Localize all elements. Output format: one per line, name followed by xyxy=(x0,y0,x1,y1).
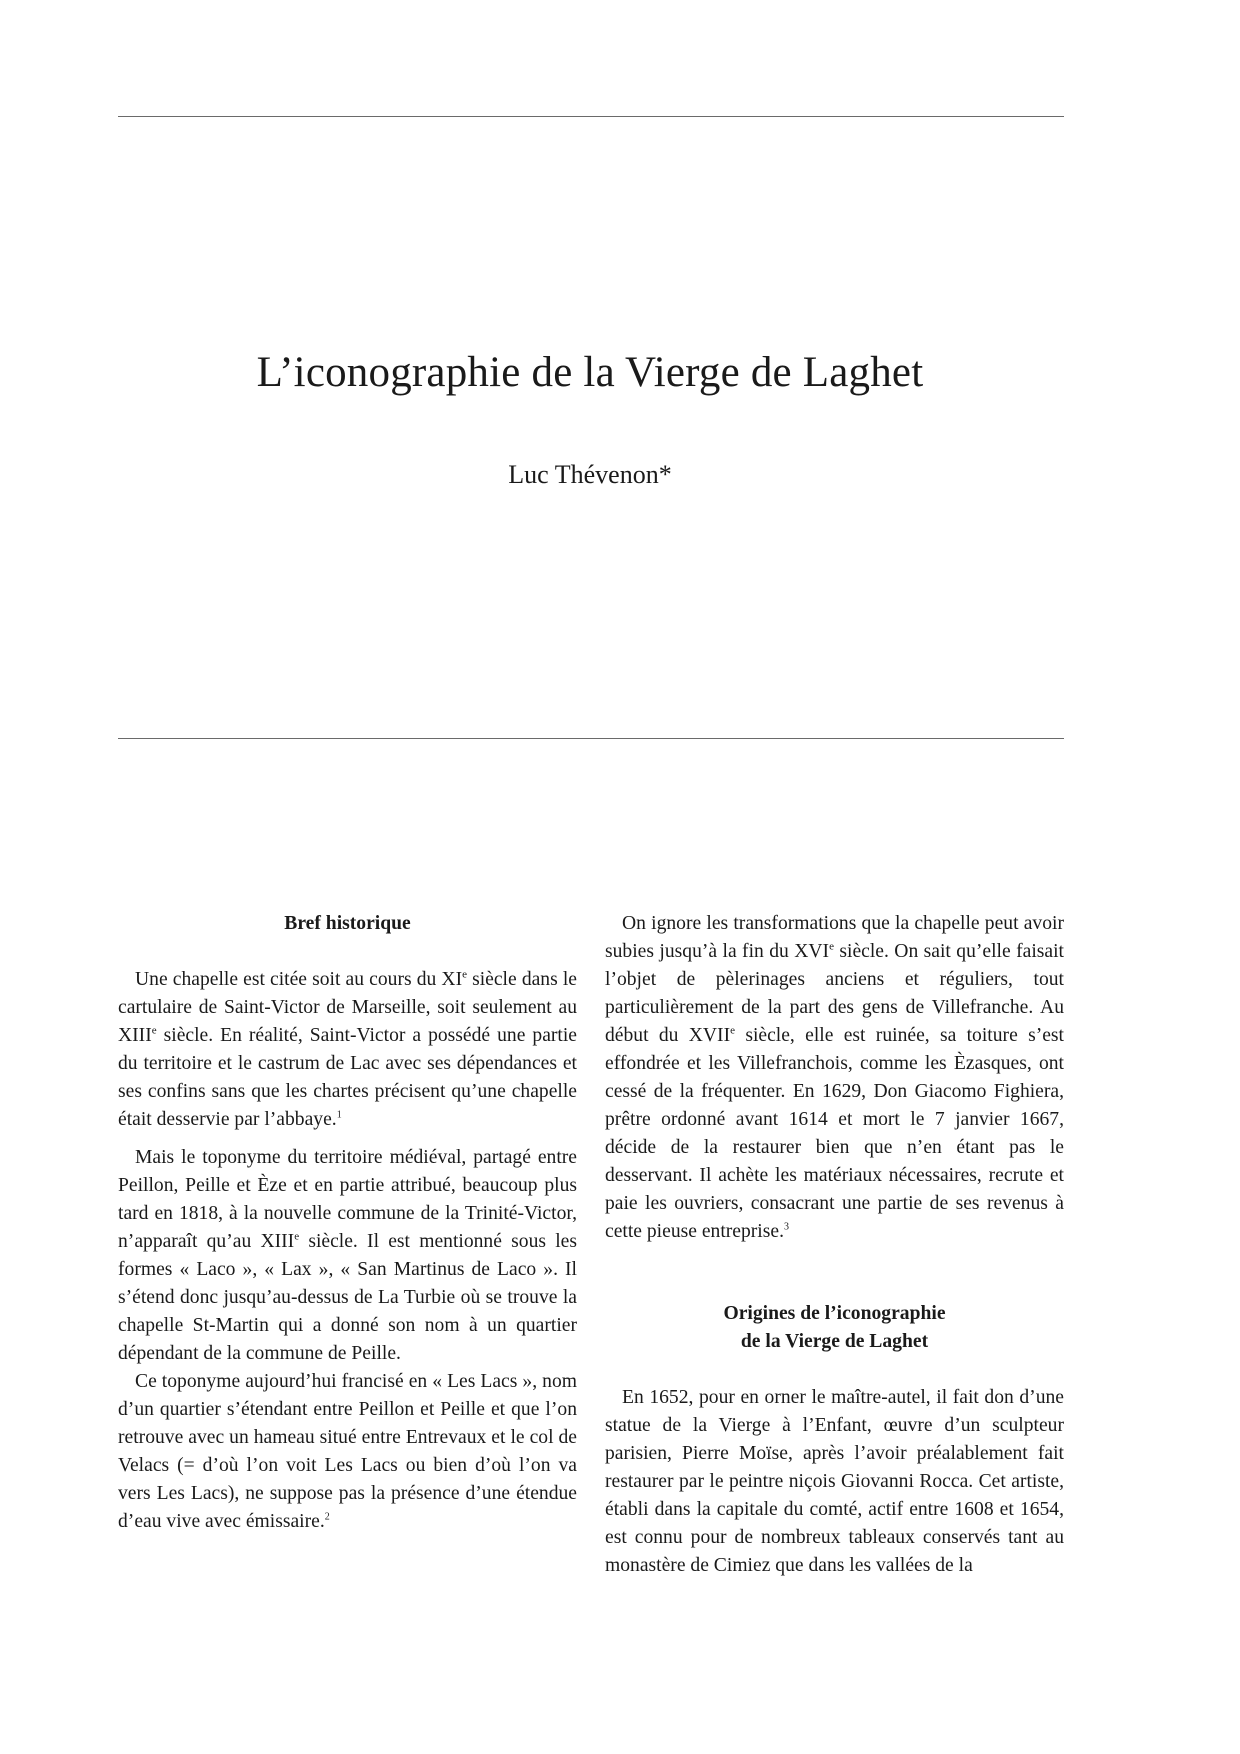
right-column xyxy=(605,910,1064,1580)
paragraph-3: Ce toponyme aujourd’hui francisé en « Les Lacs », nom d’un quartier s’étendant entre Peillon et Peille et que l’on retrouve avec un hameau situé entre Entrevaux et le col de Velacs (= d’où l’on voit Les Lacs ou bien d’où l’on va vers Les Lacs), ne suppose pas la présence d’une étendue d’eau vive avec émissaire.$^2$ xyxy=(118,1371,577,1532)
article-author: Luc Thévenon* xyxy=(508,460,672,489)
paragraph-2: Mais le toponyme du territoire médiéval, partagé entre Peillon, Peille et Èze et en partie attribué, beaucoup plus tard en 1818, à la nouvelle commune de la Trinité-Victor, n’apparaît qu’au XIIIe siècle. Il est mentionné sous les formes « Laco », « Lax », « San Martinus de Laco ». Il s’étend donc jusqu’au-dessus de La Turbie où se trouve la chapelle St-Martin qui a donné son nom à un quartier dépendant de la commune de Peille. xyxy=(118,1147,577,1364)
top-rule xyxy=(118,116,1064,117)
paragraph-4: On ignore les transformations que la chapelle peut avoir subies jusqu’à la fin du XVIe siècle. On sait qu’elle faisait l’objet de pèlerinages anciens et réguliers, tout particulièrement de la part des gens de Villefranche. Au début du XVIIe siècle, elle est ruinée, sa toiture s’est effondrée et les Villefranchois, comme les Èzasques, ont cessé de la fréquenter. En 1629, Don Giacomo Fighiera, prêtre ordonné avant 1614 et mort le 7 janvier 1667, décide de la restaurer bien que n’en étant pas le desservant. Il achète les matériaux nécessaires, recrute et paie les ouvriers, consacrant une partie de ses revenus à cette pieuse entreprise.$^3$ xyxy=(605,913,1064,1242)
paragraph-1: Une chapelle est citée soit au cours du XIe siècle dans le cartulaire de Saint-Victor de Marseille, soit seulement au XIIIe siècle. En réalité, Saint-Victor a possédé une partie du territoire et le castrum de Lac avec ses dépendances et ses confins sans que les chartes précisent qu’une chapelle était desservie par l’abbaye.$^1$ xyxy=(118,968,577,1130)
middle-rule xyxy=(118,738,1064,739)
section-heading-bref-historique: Bref historique xyxy=(284,913,411,934)
section-heading-origines-line-1: Origines de l’iconographie xyxy=(723,1303,946,1324)
left-column xyxy=(118,910,577,1536)
section-heading-origines-line-2: de la Vierge de Laghet xyxy=(740,1331,929,1352)
article-title: L’iconographie de la Vierge de Laghet xyxy=(256,349,924,396)
footnote-ref-2[interactable]: 2 xyxy=(324,1511,330,1523)
footnote-ref-1[interactable]: 1 xyxy=(336,1109,342,1121)
footnote-ref-3[interactable]: 3 xyxy=(783,1221,789,1233)
paragraph-5: En 1652, pour en orner le maître-autel, il fait don d’une statue de la Vierge à l’Enfant, œuvre d’un sculpteur parisien, Pierre Moïse, après l’avoir préalablement fait restaurer par le peintre niçois Giovanni Rocca. Cet artiste, établi dans la capitale du comté, actif entre 1608 et 1654, est connu pour de nombreux tableaux conservés tant au monastère de Cimiez que dans les vallées de la xyxy=(605,1387,1064,1576)
